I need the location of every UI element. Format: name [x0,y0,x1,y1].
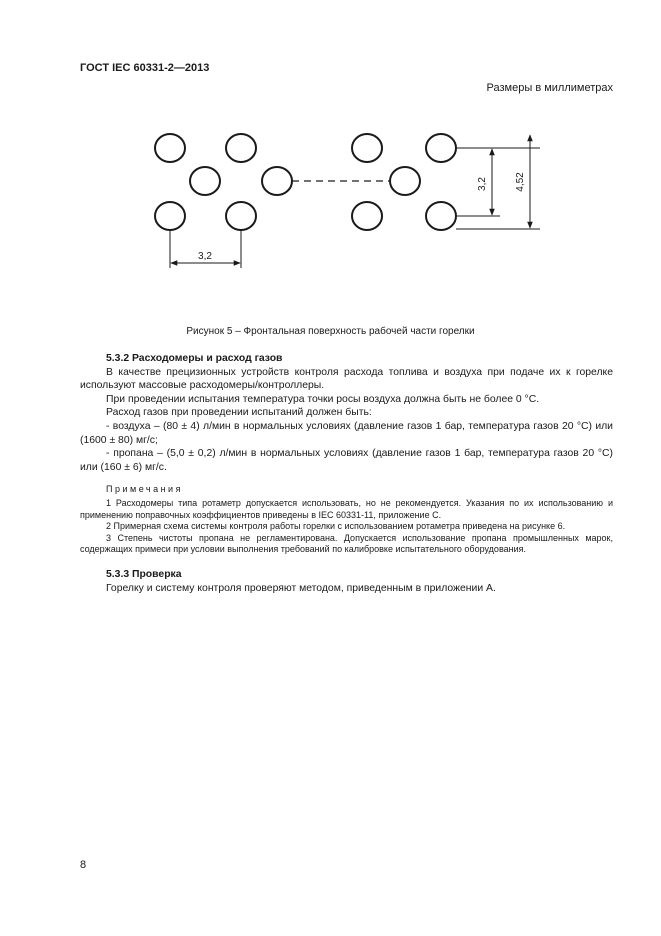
notes-block [80,484,613,556]
burner-hole [352,202,382,230]
paragraph: При проведении испытания температура точки росы воздуха должна быть не более 0 °С. [106,393,540,405]
document-body [80,352,613,595]
section-532-heading: 5.3.2 Расходомеры и расход газов [106,353,283,364]
paragraph: В качестве прецизионных устройств контроля расхода топлива и воздуха при подаче их к горелке используют массовые расходомеры/контроллеры. [80,366,613,392]
burner-hole [426,202,456,230]
burner-hole [155,134,185,162]
burner-face-figure [140,122,560,282]
note-item: 2 Примерная схема системы контроля работы горелки с использованием ротаметра приведена на рисунке 6. [106,521,566,532]
notes-title: Примечания [106,484,183,495]
dimension-label-inner: 3,2 [477,177,488,191]
burner-hole [262,167,292,195]
burner-hole [426,134,456,162]
note-item: 1 Расходомеры типа ротаметр допускается использовать, но не рекомендуется. Указания по их использованию и применению поправочных коэффициентов приведены в IEC 60331-11, приложение С. [80,497,613,520]
figure-caption: Рисунок 5 – Фронтальная поверхность рабочей части горелки [186,326,475,337]
burner-hole [390,167,420,195]
section-533-heading: 5.3.3 Проверка [106,568,182,580]
dimension-label-pitch: 3,2 [198,251,212,262]
page-number: 8 [80,859,87,871]
note-item: 3 Степень чистоты пропана не регламентирована. Допускается использование пропана промышленных марок, содержащих примеси при условии выполнения требований по калибровке испытательного оборудования. [80,532,613,555]
units-note: Размеры в миллиметрах [486,82,613,94]
burner-hole [190,167,220,195]
burner-hole [155,202,185,230]
document-header: ГОСТ IEC 60331-2—2013 [80,62,210,74]
paragraph: Расход газов при проведении испытаний должен быть: [106,407,372,419]
list-item: - пропана – (5,0 ± 0,2) л/мин в нормальных условиях (давление газов 1 бар, температура газов 20 °С) или (160 ± 6) мг/с. [80,448,613,473]
paragraph: Горелку и систему контроля проверяют методом, приведенным в приложении А. [106,582,496,594]
burner-hole [352,134,382,162]
burner-hole [226,202,256,230]
dimension-label-outer: 4,52 [515,172,526,192]
list-item: - воздуха – (80 ± 4) л/мин в нормальных условиях (давление газов 1 бар, температура газов 20 °С) или (1600 ± 80) мг/с; [80,420,613,446]
burner-hole [226,134,256,162]
